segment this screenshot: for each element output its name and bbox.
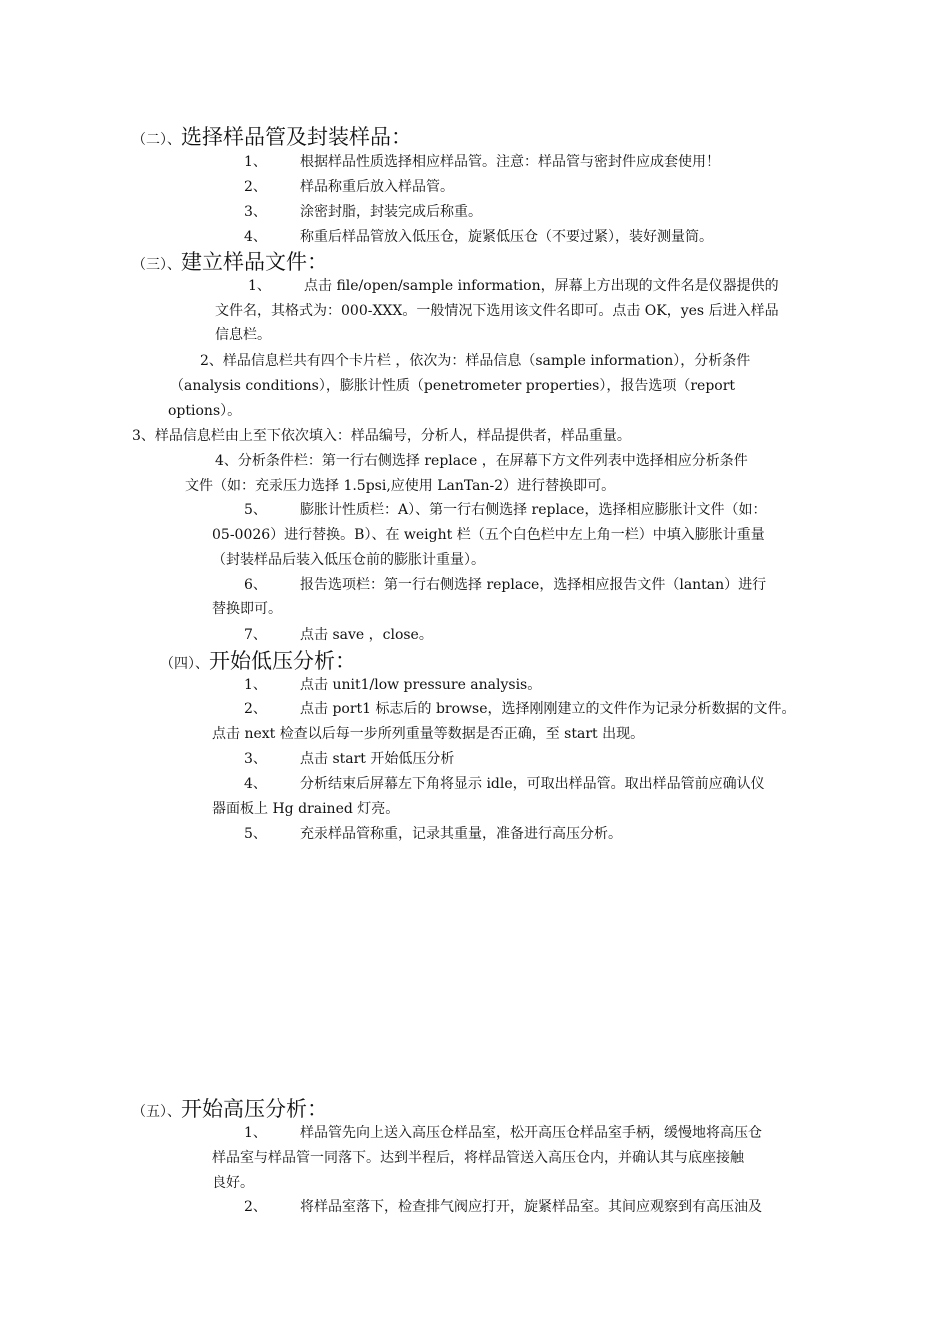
s3-p3: 3、样品信息栏由上至下依次填入：样品编号，分析人，样品提供者，样品重量。 [132,428,631,444]
section-3-title: 建立样品文件： [181,250,328,274]
s4-p4-line-1: 4、 分析结束后屏幕左下角将显示 idle，可取出样品管。取出样品管前应确认仪 [244,776,765,792]
s3-p6-line-1: 6、 报告选项栏：第一行右侧选择 replace，选择相应报告文件（lantan）进行 [244,577,767,593]
s4-p3: 3、 点击 start 开始低压分析 [244,751,455,767]
s3-p7: 7、 点击 save ，close。 [244,627,433,643]
s3-p1-line-1: 1、 点击 file/open/sample information，屏幕上方出现的文件名是仪器提供的 [248,278,779,294]
s4-p4-line-2: 器面板上 Hg drained 灯亮。 [212,801,400,817]
s4-p1: 1、 点击 unit1/low pressure analysis。 [244,677,542,693]
s3-p4-line-2: 文件（如：充汞压力选择 1.5psi,应使用 LanTan-2）进行替换即可。 [185,478,616,494]
s3-p2-line-3: options）。 [168,403,242,419]
s2-item-2: 2、 样品称重后放入样品管。 [244,179,454,195]
section-5-title: 开始高压分析： [181,1097,328,1121]
s5-p1-line-2: 样品室与样品管一同落下。达到半程后，将样品管送入高压仓内，并确认其与底座接触 [212,1150,744,1166]
section-3-prefix: （三）、 [132,257,181,273]
s3-p2-line-2: （analysis conditions），膨胀计性质（penetrometer properties），报告选项（report [170,378,736,394]
s3-p1-line-2: 文件名，其格式为：000-XXX。一般情况下选用该文件名即可。点击 OK，yes 后进入样品 [215,303,779,319]
s3-p4-line-1: 4、分析条件栏：第一行右侧选择 replace ，在屏幕下方文件列表中选择相应分析条件 [215,453,748,469]
s2-item-3: 3、 涂密封脂，封装完成后称重。 [244,204,482,220]
section-5-prefix: （五）、 [132,1104,181,1120]
s4-p2-line-2: 点击 next 检查以后每一步所列重量等数据是否正确，至 start 出现。 [212,726,645,742]
s2-item-4: 4、 称重后样品管放入低压仓，旋紧低压仓（不要过紧），装好测量筒。 [244,229,713,245]
section-2-heading [132,124,412,153]
s2-item-1: 1、 根据样品性质选择相应样品管。注意：样品管与密封件应成套使用！ [244,154,720,170]
s3-p1-line-3: 信息栏。 [215,327,271,343]
s3-p5-line-3: （封装样品后装入低压仓前的膨胀计重量）。 [212,552,485,568]
s5-p2-line-1: 2、 将样品室落下，检查排气阀应打开，旋紧样品室。其间应观察到有高压油及 [244,1199,762,1215]
s3-p2-line-1: 2、样品信息栏共有四个卡片栏 ，依次为：样品信息（sample information），分析条件 [200,353,751,369]
section-3-heading [132,249,328,278]
s5-p1-line-3: 良好。 [212,1175,254,1191]
s3-p5-line-2: 05-0026）进行替换。B）、在 weight 栏（五个白色栏中左上角一栏）中填入膨胀计重量 [212,527,765,543]
s3-p6-line-2: 替换即可。 [212,601,282,617]
section-4-heading [160,648,356,677]
section-4-prefix: （四）、 [160,656,209,672]
s4-p2-line-1: 2、 点击 port1 标志后的 browse，选择刚刚建立的文件作为记录分析数据的文件。 [244,701,796,717]
section-2-title: 选择样品管及封装样品： [181,125,412,149]
s3-p5-line-1: 5、 膨胀计性质栏：A）、第一行右侧选择 replace，选择相应膨胀计文件（如： [244,502,767,518]
section-5-heading [132,1096,328,1125]
s4-p5: 5、 充汞样品管称重，记录其重量，准备进行高压分析。 [244,826,622,842]
section-4-title: 开始低压分析： [209,649,356,673]
s5-p1-line-1: 1、 样品管先向上送入高压仓样品室，松开高压仓样品室手柄，缓慢地将高压仓 [244,1125,762,1141]
section-2-prefix: （二）、 [132,132,181,148]
